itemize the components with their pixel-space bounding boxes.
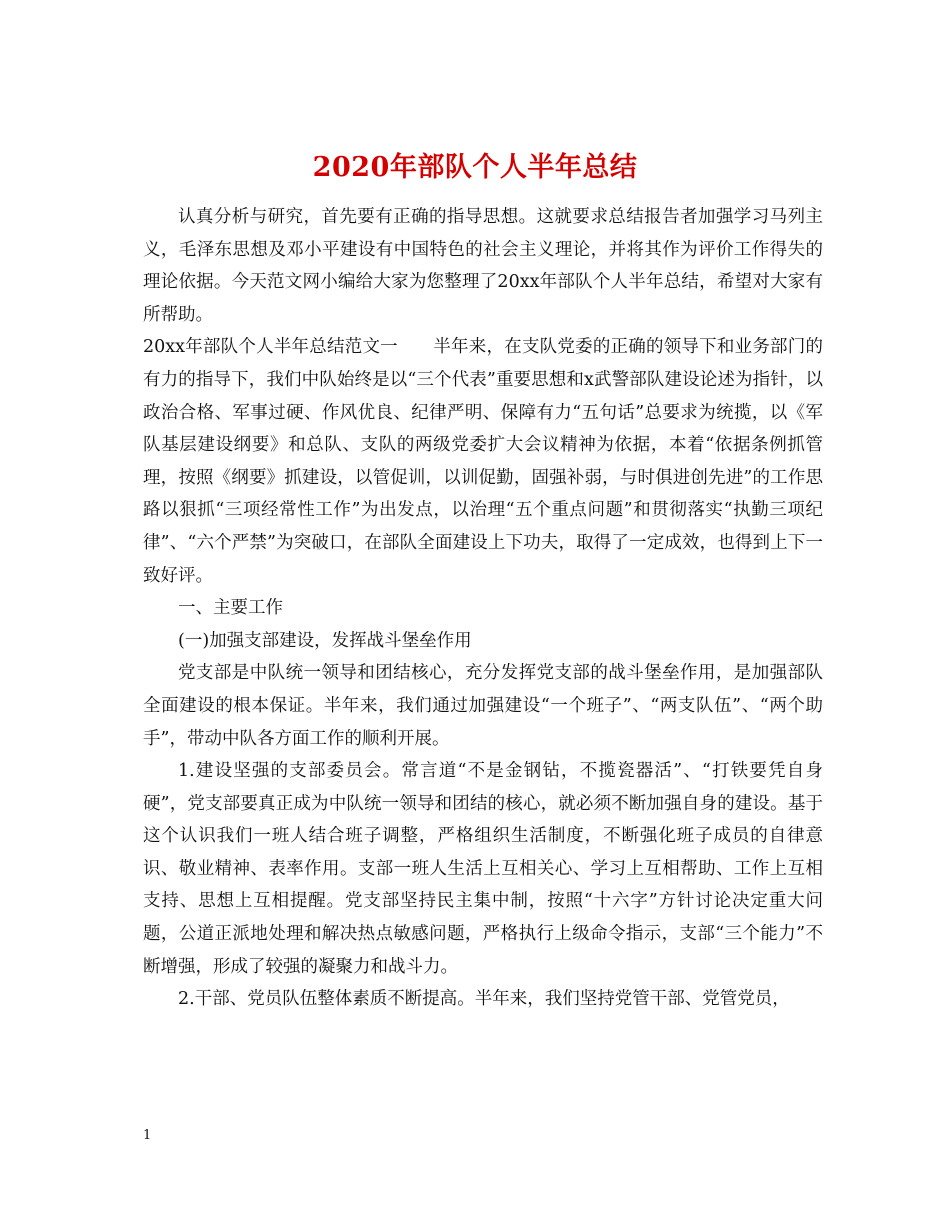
paragraph-intro: 认真分析与研究，首先要有正确的指导思想。这就要求总结报告者加强学习马列主义，毛泽东思想及邓小平建设有中国特色的社会主义理论，并将其作为评价工作得失的理论依据。今天范文网小编给大家为您整理了20xx年部队个人半年总结，希望对大家有所帮助。	[143, 207, 823, 325]
page-number: 1	[143, 1128, 152, 1143]
section-heading-main-work: 一、主要工作	[178, 598, 283, 619]
subsection-heading-party-branch: (一)加强支部建设，发挥战斗堡垒作用	[178, 630, 472, 651]
paragraph-party-branch: 党支部是中队统一领导和团结核心，充分发挥党支部的战斗堡垒作用，是加强部队全面建设的根本保证。半年来，我们通过加强建设“一个班子”、“两支队伍”、“两个助手”，带动中队各方面工作的顺利开展。	[143, 663, 823, 749]
paragraph-sample-opening: 20xx年部队个人半年总结范文一 半年来，在支队党委的正确的领导下和业务部门的有力的指导下，我们中队始终是以“三个代表”重要思想和x武警部队建设论述为指针，以政治合格、军事过硬、作风优良、纪律严明、保障有力“五句话”总要求为统揽，以《军队基层建设纲要》和总队、支队的两级党委扩大会议精神为依据，本着“依据条例抓管理，按照《纲要》抓建设，以管促训，以训促勤，固强补弱，与时俱进创先进”的工作思路以狠抓“三项经常性工作”为出发点，以治理“五个重点问题”和贯彻落实“执勤三项纪律”、“六个严禁”为突破口，在部队全面建设上下功夫，取得了一定成效，也得到上下一致好评。	[143, 337, 823, 586]
document-title: 2020年部队个人半年总结	[312, 152, 638, 184]
document-body	[143, 201, 823, 1016]
paragraph-cadres-members: 2.干部、党员队伍整体素质不断提高。半年来，我们坚持党管干部、党管党员，	[178, 989, 790, 1010]
paragraph-branch-committee: 1.建设坚强的支部委员会。常言道“不是金钢钻，不揽瓷器活”、“打铁要凭自身硬”，党支部要真正成为中队统一领导和团结的核心，就必须不断加强自身的建设。基于这个认识我们一班人结合班子调整，严格组织生活制度，不断强化班子成员的自律意识、敬业精神、表率作用。支部一班人生活上互相关心、学习上互相帮助、工作上互相支持、思想上互相提醒。党支部坚持民主集中制，按照“十六字”方针讨论决定重大问题，公道正派地处理和解决热点敏感问题，严格执行上级命令指示，支部“三个能力”不断增强，形成了较强的凝聚力和战斗力。	[143, 761, 823, 977]
